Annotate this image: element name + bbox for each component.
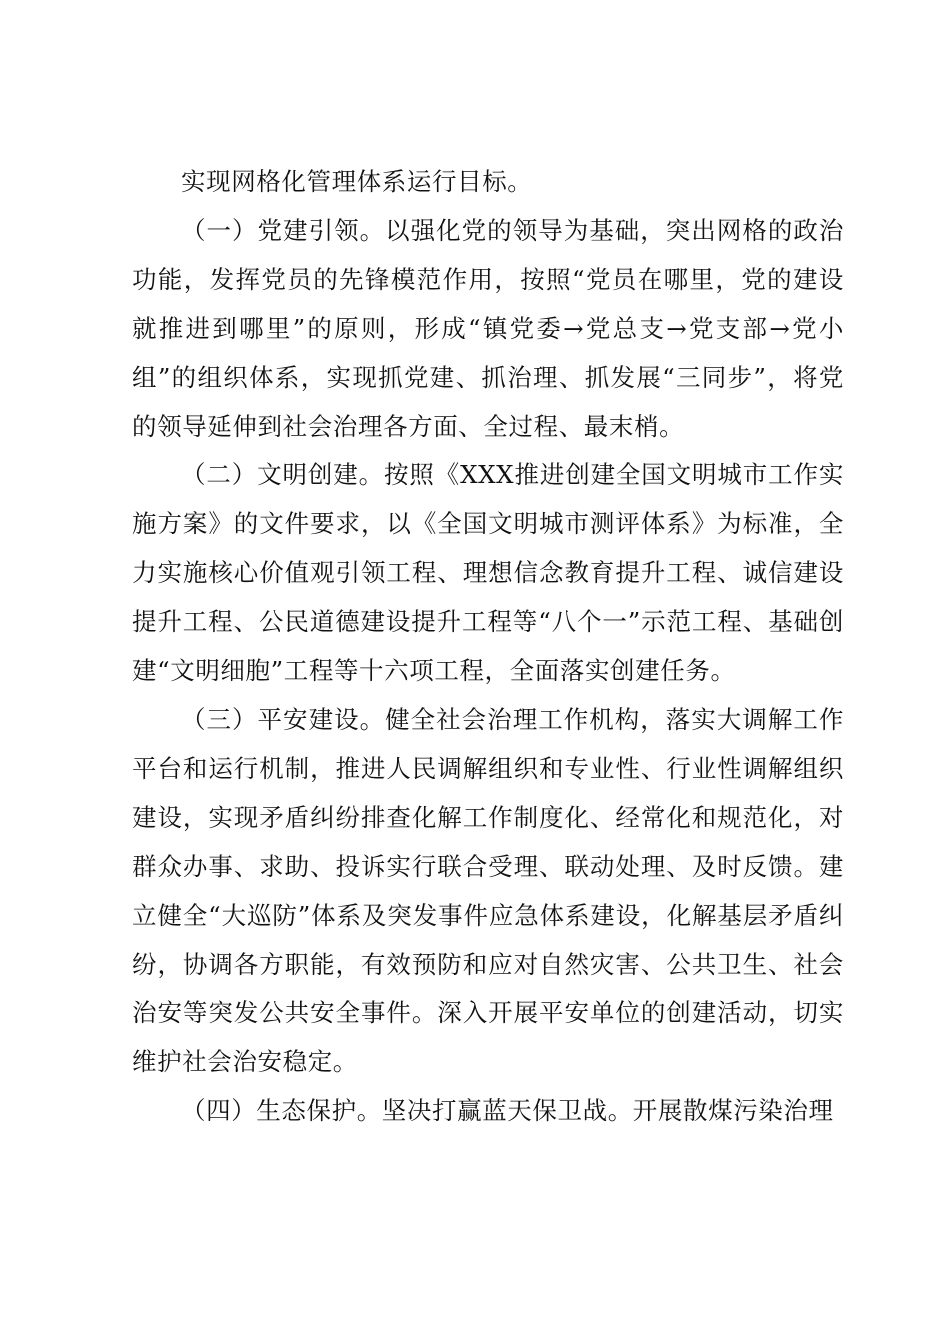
- paragraph-ecology: （四）生态保护。坚决打赢蓝天保卫战。开展散煤污染治理: [181, 1096, 834, 1126]
- paragraph-civilization: （二）文明创建。按照《XXX推进创建全国文明城市工作实施方案》的文件要求，以《全国文明城市测评体系》为标准，全力实施核心价值观引领工程、理想信念教育提升工程、诚信建设提升工程、公民道德建设提升工程等“八个一”示范工程、基础创建“文明细胞”工程等十六项工程，全面落实创建任务。: [132, 460, 844, 686]
- paragraph-safety: （三）平安建设。健全社会治理工作机构，落实大调解工作平台和运行机制，推进人民调解组织和专业性、行业性调解组织建设，实现矛盾纠纷排查化解工作制度化、经常化和规范化，对群众办事、求助、投诉实行联合受理、联动处理、及时反馈。建立健全“大巡防”体系及突发事件应急体系建设，化解基层矛盾纠纷，协调各方职能，有效预防和应对自然灾害、公共卫生、社会治安等突发公共安全事件。深入开展平安单位的创建活动，切实维护社会治安稳定。: [132, 704, 844, 1077]
- paragraph-continuation: 实现网格化管理体系运行目标。: [181, 167, 533, 196]
- document-body: [132, 158, 844, 1136]
- paragraph-party-building: （一）党建引领。以强化党的领导为基础，突出网格的政治功能，发挥党员的先锋模范作用，按照“党员在哪里，党的建设就推进到哪里”的原则，形成“镇党委→党总支→党支部→党小组”的组织体系，实现抓党建、抓治理、抓发展“三同步”，将党的领导延伸到社会治理各方面、全过程、最末梢。: [132, 215, 844, 441]
